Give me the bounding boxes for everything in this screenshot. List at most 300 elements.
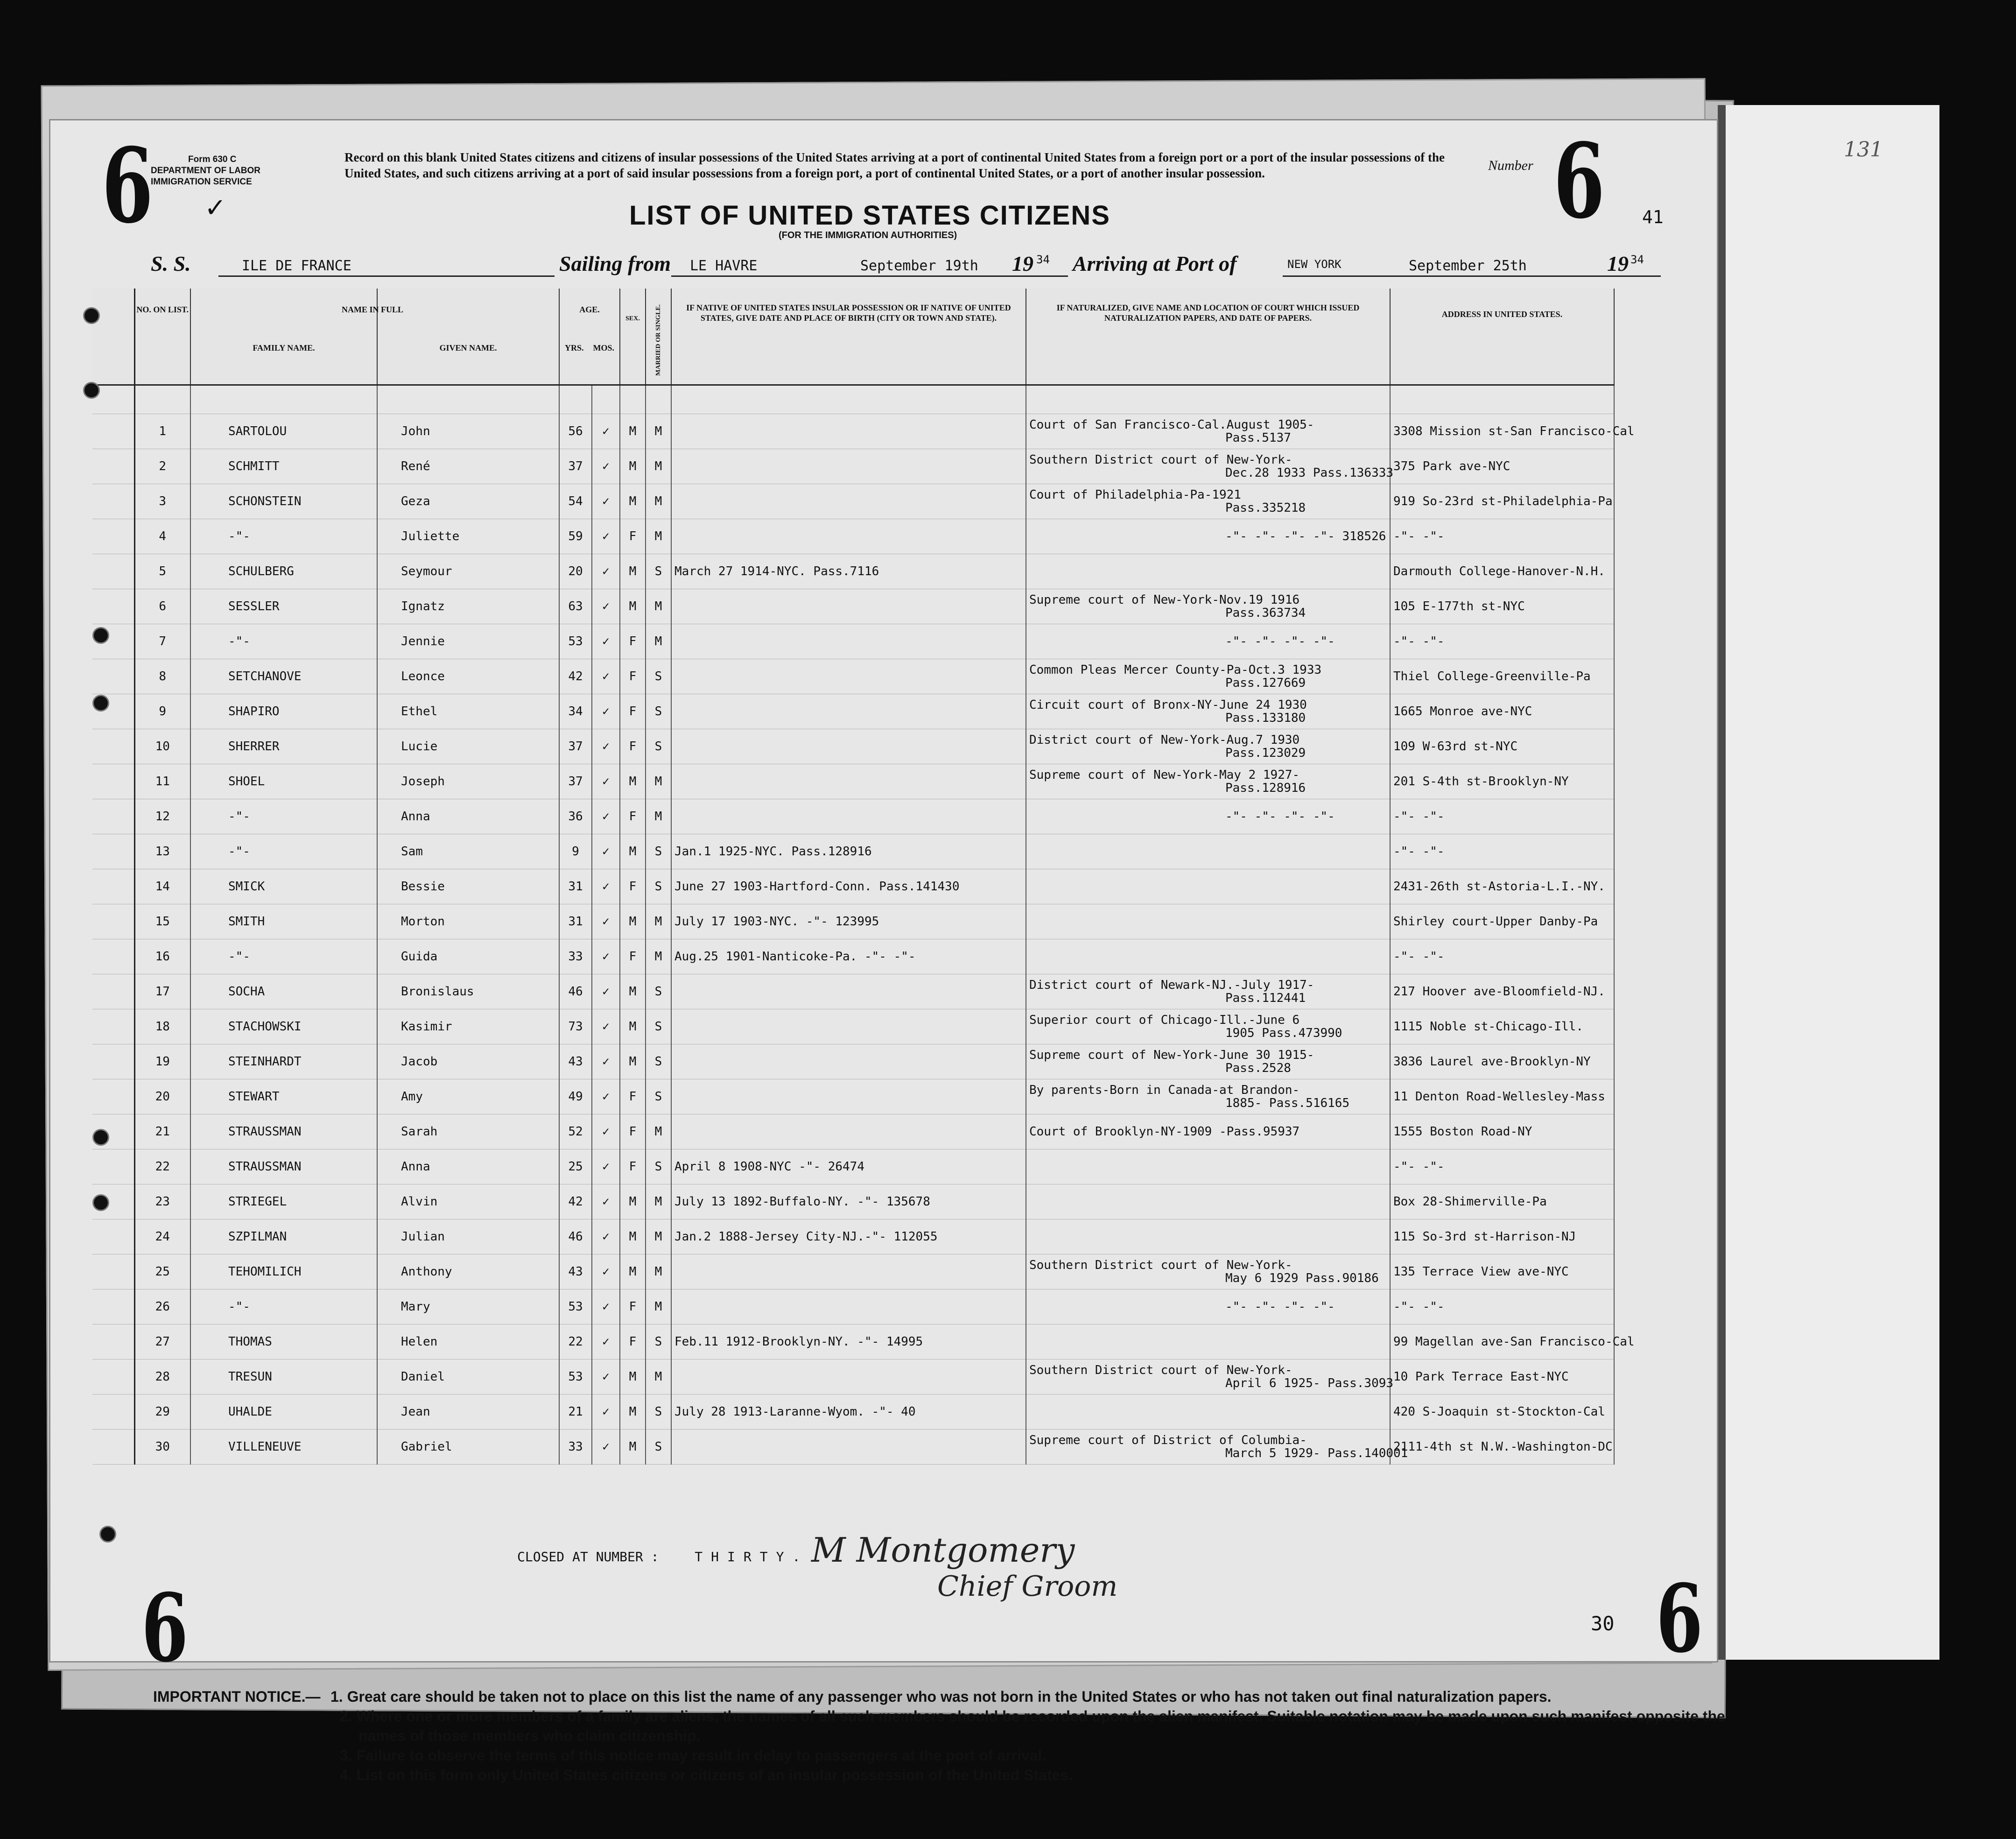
family-name: SCHONSTEIN — [190, 484, 377, 519]
court-line: Supreme court of District of Columbia- — [1029, 1433, 1307, 1447]
row-number: 29 — [134, 1395, 190, 1430]
naturalization-info — [1026, 764, 1390, 799]
col-header-age — [559, 289, 620, 385]
row-number: 18 — [134, 1009, 190, 1044]
sex-label: SEX. — [625, 315, 640, 322]
pass-line: Pass.5137 — [1225, 431, 1291, 445]
table-row — [92, 1289, 1614, 1325]
sex: M — [620, 1254, 646, 1289]
age-years: 63 — [559, 589, 592, 624]
naturalization-info — [1026, 1395, 1390, 1430]
marital-status: M — [646, 764, 671, 799]
birth-info: March 27 1914-NYC. Pass.7116 — [671, 554, 1026, 589]
age-months-check: ✓ — [592, 939, 620, 974]
given-name: René — [377, 449, 559, 484]
arrival-date: September 25th — [1409, 258, 1527, 274]
age-months-check: ✓ — [592, 1395, 620, 1430]
given-name-label: GIVEN NAME. — [439, 343, 497, 352]
table-row — [92, 939, 1614, 974]
service-name: IMMIGRATION SERVICE — [151, 177, 252, 187]
sail-year: 34 — [1036, 253, 1050, 266]
age-months-check: ✓ — [592, 1360, 620, 1395]
birth-info: July 13 1892-Buffalo-NY. -"- 135678 — [671, 1184, 1026, 1219]
age-months-check: ✓ — [592, 519, 620, 554]
pass-line: Pass.363734 — [1225, 606, 1306, 620]
sex: M — [620, 1360, 646, 1395]
page-stamp: 41 — [1642, 207, 1664, 227]
pass-line: -"- -"- -"- -"- — [1225, 810, 1335, 824]
birth-info — [671, 1009, 1026, 1044]
us-address: 1665 Monroe ave-NYC — [1390, 694, 1614, 729]
marital-status: M — [646, 449, 671, 484]
given-name: Gabriel — [377, 1430, 559, 1465]
blank-row — [92, 385, 1614, 414]
birth-info — [671, 1430, 1026, 1465]
given-name: Geza — [377, 484, 559, 519]
birth-info: Aug.25 1901-Nanticoke-Pa. -"- -"- — [671, 939, 1026, 974]
age-months-check: ✓ — [592, 1079, 620, 1114]
table-row — [92, 974, 1614, 1009]
birth-info — [671, 974, 1026, 1009]
instructions-text: Record on this blank United States citizens and citizens of insular possessions of the United States arriving at a port of continental United States from a foreign port or a port of the insular possessions of the United States, and such citizens arriving at a port of said insular possessions from a foreign port, a port of continental United States, or a port of another insular possession. — [344, 150, 1445, 180]
margin-cell — [92, 659, 134, 694]
naturalization-info — [1026, 484, 1390, 519]
given-name: Jacob — [377, 1044, 559, 1079]
number-label: Number — [1488, 158, 1533, 173]
age-months-check: ✓ — [592, 484, 620, 519]
ship-name: ILE DE FRANCE — [242, 258, 351, 274]
age-months-check: ✓ — [592, 1149, 620, 1184]
naturalization-info — [1026, 554, 1390, 589]
table-row — [92, 1114, 1614, 1149]
margin-cell — [92, 554, 134, 589]
given-name: Seymour — [377, 554, 559, 589]
margin-cell — [92, 869, 134, 904]
us-address: 135 Terrace View ave-NYC — [1390, 1254, 1614, 1289]
sail-date: September 19th — [860, 258, 978, 274]
row-number: 2 — [134, 449, 190, 484]
us-address: Darmouth College-Hanover-N.H. — [1390, 554, 1614, 589]
family-name: -"- — [190, 939, 377, 974]
margin-cell — [92, 764, 134, 799]
us-address: 217 Hoover ave-Bloomfield-NJ. — [1390, 974, 1614, 1009]
sex: F — [620, 939, 646, 974]
given-name: Leonce — [377, 659, 559, 694]
page-binding — [1719, 105, 1726, 1660]
table-row — [92, 1395, 1614, 1430]
age-months-check: ✓ — [592, 659, 620, 694]
pass-line: -"- -"- -"- -"- — [1225, 1300, 1335, 1314]
family-name: THOMAS — [190, 1325, 377, 1360]
table-row — [92, 729, 1614, 764]
court-line: Supreme court of New-York-May 2 1927- — [1029, 768, 1300, 782]
given-name: Kasimir — [377, 1009, 559, 1044]
given-name: Mary — [377, 1289, 559, 1325]
naturalization-info — [1026, 1009, 1390, 1044]
table-row — [92, 1430, 1614, 1465]
table-row — [92, 1079, 1614, 1114]
given-name: Joseph — [377, 764, 559, 799]
age-years: 43 — [559, 1044, 592, 1079]
given-name: Anna — [377, 799, 559, 834]
row-number: 1 — [134, 414, 190, 449]
sex: F — [620, 729, 646, 764]
family-name: STEINHARDT — [190, 1044, 377, 1079]
court-line: Southern District court of New-York- — [1029, 453, 1292, 467]
row-number: 10 — [134, 729, 190, 764]
table-row — [92, 1325, 1614, 1360]
court-line: Court of Brooklyn-NY-1909 -Pass.95937 — [1029, 1125, 1300, 1139]
us-address: 201 S-4th st-Brooklyn-NY — [1390, 764, 1614, 799]
us-address: 3308 Mission st-San Francisco-Cal — [1390, 414, 1614, 449]
family-name: TEHOMILICH — [190, 1254, 377, 1289]
citizen-list-table — [92, 289, 1635, 1521]
given-name: Anna — [377, 1149, 559, 1184]
birth-info — [671, 694, 1026, 729]
us-address: 115 So-3rd st-Harrison-NJ — [1390, 1219, 1614, 1254]
age-years: 53 — [559, 1289, 592, 1325]
age-years: 37 — [559, 729, 592, 764]
us-address: 375 Park ave-NYC — [1390, 449, 1614, 484]
margin-cell — [92, 589, 134, 624]
row-number: 28 — [134, 1360, 190, 1395]
age-months-check: ✓ — [592, 1325, 620, 1360]
age-label: AGE. — [579, 305, 600, 314]
naturalization-info — [1026, 1289, 1390, 1325]
binder-hole — [92, 1129, 109, 1146]
court-line: By parents-Born in Canada-at Brandon- — [1029, 1083, 1300, 1097]
pass-line: -"- -"- -"- -"- 318526 — [1225, 529, 1386, 543]
us-address: 420 S-Joaquin st-Stockton-Cal — [1390, 1395, 1614, 1430]
col-header-naturalized: IF NATURALIZED, GIVE NAME AND LOCATION OF COURT WHICH ISSUED NATURALIZATION PAPERS, AND DATE OF PAPERS. — [1026, 289, 1390, 385]
family-name: SHERRER — [190, 729, 377, 764]
notice-item: 4. List on this form only United States citizens or citizens of an insular possession of the United States. — [340, 1767, 1073, 1783]
birth-info — [671, 624, 1026, 659]
margin-cell — [92, 904, 134, 939]
court-line: Circuit court of Bronx-NY-June 24 1930 — [1029, 698, 1307, 712]
sex: M — [620, 484, 646, 519]
age-months-check: ✓ — [592, 869, 620, 904]
table-row — [92, 1009, 1614, 1044]
family-name: SETCHANOVE — [190, 659, 377, 694]
naturalization-info — [1026, 519, 1390, 554]
age-years: 53 — [559, 624, 592, 659]
marital-status: M — [646, 484, 671, 519]
age-years: 42 — [559, 1184, 592, 1219]
given-name: Amy — [377, 1079, 559, 1114]
age-months-check: ✓ — [592, 1289, 620, 1325]
age-years: 54 — [559, 484, 592, 519]
age-months-check: ✓ — [592, 1430, 620, 1465]
birth-info — [671, 414, 1026, 449]
form-number-footer-right: 6 — [1656, 1564, 1703, 1674]
pass-line: Pass.128916 — [1225, 781, 1306, 795]
table-row — [92, 1254, 1614, 1289]
sex: M — [620, 764, 646, 799]
age-months-check: ✓ — [592, 764, 620, 799]
row-number: 30 — [134, 1430, 190, 1465]
marital-status: S — [646, 694, 671, 729]
pass-line: May 6 1929 Pass.90186 — [1225, 1271, 1379, 1285]
naturalization-info — [1026, 1079, 1390, 1114]
table-row — [92, 1219, 1614, 1254]
col-header-birth: IF NATIVE OF UNITED STATES INSULAR POSSESSION OR IF NATIVE OF UNITED STATES, GIVE DATE AND PLACE OF BIRTH (CITY OR TOWN AND STATE). — [671, 289, 1026, 385]
arriving-label: Arriving at Port of — [1073, 252, 1237, 275]
pass-line: April 6 1925- Pass.3093 — [1225, 1376, 1394, 1390]
margin-cell — [92, 1325, 134, 1360]
sex: M — [620, 974, 646, 1009]
marital-status: S — [646, 1395, 671, 1430]
marital-status: S — [646, 659, 671, 694]
given-name: Jennie — [377, 624, 559, 659]
table-row — [92, 519, 1614, 554]
naturalization-info — [1026, 904, 1390, 939]
ss-label: S. S. — [151, 252, 191, 275]
marital-status: S — [646, 1430, 671, 1465]
us-address: -"- -"- — [1390, 939, 1614, 974]
arrival-year: 34 — [1630, 253, 1644, 266]
marital-status: M — [646, 1254, 671, 1289]
closing-stamp: 30 — [1591, 1612, 1615, 1635]
us-address: -"- -"- — [1390, 1289, 1614, 1325]
us-address: 99 Magellan ave-San Francisco-Cal — [1390, 1325, 1614, 1360]
table-row — [92, 834, 1614, 869]
row-number: 12 — [134, 799, 190, 834]
marital-status: S — [646, 729, 671, 764]
marital-status: S — [646, 1079, 671, 1114]
age-years: 73 — [559, 1009, 592, 1044]
court-line: Court of San Francisco-Cal.August 1905- — [1029, 418, 1314, 432]
col-header-family — [190, 289, 403, 385]
margin-cell — [92, 1289, 134, 1325]
naturalization-info — [1026, 1254, 1390, 1289]
family-name: UHALDE — [190, 1395, 377, 1430]
yrs-label: YRS. — [564, 343, 584, 352]
table-row — [92, 659, 1614, 694]
sex: M — [620, 1184, 646, 1219]
row-number: 27 — [134, 1325, 190, 1360]
family-name: SHAPIRO — [190, 694, 377, 729]
sex: F — [620, 519, 646, 554]
us-address: -"- -"- — [1390, 519, 1614, 554]
naturalization-info — [1026, 834, 1390, 869]
family-name: VILLENEUVE — [190, 1430, 377, 1465]
marital-status: M — [646, 1219, 671, 1254]
age-years: 49 — [559, 1079, 592, 1114]
table-row — [92, 484, 1614, 519]
age-months-check: ✓ — [592, 624, 620, 659]
court-line: Superior court of Chicago-Ill.-June 6 — [1029, 1013, 1300, 1027]
col-header-married — [646, 289, 671, 385]
sex: F — [620, 1289, 646, 1325]
court-line: Common Pleas Mercer County-Pa-Oct.3 1933 — [1029, 663, 1322, 677]
age-years: 21 — [559, 1395, 592, 1430]
page-subtitle: (FOR THE IMMIGRATION AUTHORITIES) — [779, 230, 957, 240]
age-years: 31 — [559, 869, 592, 904]
binder-hole — [92, 627, 109, 644]
us-address: Thiel College-Greenville-Pa — [1390, 659, 1614, 694]
margin-cell — [92, 834, 134, 869]
given-name: Bronislaus — [377, 974, 559, 1009]
family-name: STACHOWSKI — [190, 1009, 377, 1044]
margin-cell — [92, 484, 134, 519]
given-name: John — [377, 414, 559, 449]
family-name: -"- — [190, 834, 377, 869]
marital-status: S — [646, 974, 671, 1009]
binder-hole — [92, 1194, 109, 1211]
marital-status: M — [646, 624, 671, 659]
table-row — [92, 414, 1614, 449]
given-name: Bessie — [377, 869, 559, 904]
age-years: 37 — [559, 449, 592, 484]
sex: F — [620, 659, 646, 694]
family-name: SMITH — [190, 904, 377, 939]
naturalization-info — [1026, 1044, 1390, 1079]
margin-cell — [92, 1395, 134, 1430]
age-years: 33 — [559, 939, 592, 974]
family-name: SCHULBERG — [190, 554, 377, 589]
birth-info: Jan.2 1888-Jersey City-NJ.-"- 112055 — [671, 1219, 1026, 1254]
table-row — [92, 449, 1614, 484]
age-months-check: ✓ — [592, 449, 620, 484]
row-number: 17 — [134, 974, 190, 1009]
margin-col-header — [92, 289, 134, 385]
naturalization-info — [1026, 1219, 1390, 1254]
us-address: -"- -"- — [1390, 624, 1614, 659]
marital-status: M — [646, 589, 671, 624]
age-months-check: ✓ — [592, 1219, 620, 1254]
name-in-full-label: NAME IN FULL — [341, 305, 403, 314]
age-months-check: ✓ — [592, 729, 620, 764]
court-line: Court of Philadelphia-Pa-1921 — [1029, 488, 1241, 502]
given-name: Guida — [377, 939, 559, 974]
us-address: 1555 Boston Road-NY — [1390, 1114, 1614, 1149]
marital-status: M — [646, 904, 671, 939]
family-name: STRIEGEL — [190, 1184, 377, 1219]
court-line: Supreme court of New-York-Nov.19 1916 — [1029, 593, 1300, 607]
family-name: SCHMITT — [190, 449, 377, 484]
family-name: -"- — [190, 519, 377, 554]
sex: M — [620, 449, 646, 484]
family-name: SOCHA — [190, 974, 377, 1009]
page-number-handwritten: 131 — [1844, 138, 1883, 162]
age-months-check: ✓ — [592, 554, 620, 589]
sail-year-prefix: 19 — [1012, 252, 1033, 275]
birth-info: Feb.11 1912-Brooklyn-NY. -"- 14995 — [671, 1325, 1026, 1360]
table-row — [92, 764, 1614, 799]
us-address: 2111-4th st N.W.-Washington-DC — [1390, 1430, 1614, 1465]
adjacent-page — [1718, 105, 1939, 1660]
row-number: 26 — [134, 1289, 190, 1325]
marital-status: M — [646, 799, 671, 834]
naturalization-info — [1026, 694, 1390, 729]
binder-hole — [92, 695, 109, 712]
table-row — [92, 1184, 1614, 1219]
birth-info — [671, 1360, 1026, 1395]
table-row — [92, 694, 1614, 729]
given-name: Alvin — [377, 1184, 559, 1219]
us-address: 1115 Noble st-Chicago-Ill. — [1390, 1009, 1614, 1044]
margin-cell — [92, 939, 134, 974]
col-header-given — [377, 289, 559, 385]
age-months-check: ✓ — [592, 1254, 620, 1289]
binder-hole — [99, 1526, 116, 1543]
family-name: STRAUSSMAN — [190, 1149, 377, 1184]
birth-info — [671, 484, 1026, 519]
form-number-footer-left: 6 — [141, 1573, 189, 1683]
age-years: 33 — [559, 1430, 592, 1465]
court-line: District court of New-York-Aug.7 1930 — [1029, 733, 1300, 747]
birth-info: June 27 1903-Hartford-Conn. Pass.141430 — [671, 869, 1026, 904]
row-number: 25 — [134, 1254, 190, 1289]
age-years: 22 — [559, 1325, 592, 1360]
manifest-page — [49, 119, 1725, 1783]
us-address: 105 E-177th st-NYC — [1390, 589, 1614, 624]
pass-line: Pass.133180 — [1225, 711, 1306, 725]
family-name-label: FAMILY NAME. — [253, 343, 315, 352]
port-from: LE HAVRE — [690, 258, 758, 274]
naturalization-info — [1026, 1149, 1390, 1184]
naturalization-info — [1026, 939, 1390, 974]
row-number: 9 — [134, 694, 190, 729]
birth-info — [671, 1289, 1026, 1325]
birth-info: April 8 1908-NYC -"- 26474 — [671, 1149, 1026, 1184]
age-months-check: ✓ — [592, 1184, 620, 1219]
pass-line: -"- -"- -"- -"- — [1225, 634, 1335, 648]
birth-info — [671, 1114, 1026, 1149]
row-number: 6 — [134, 589, 190, 624]
margin-cell — [92, 1430, 134, 1465]
us-address: 2431-26th st-Astoria-L.I.-NY. — [1390, 869, 1614, 904]
row-number: 11 — [134, 764, 190, 799]
form-code: Form 630 C — [188, 155, 237, 164]
age-months-check: ✓ — [592, 904, 620, 939]
given-name: Juliette — [377, 519, 559, 554]
mos-label: MOS. — [593, 343, 614, 352]
court-line: Southern District court of New-York- — [1029, 1258, 1292, 1272]
given-name: Helen — [377, 1325, 559, 1360]
given-name: Julian — [377, 1219, 559, 1254]
family-name: -"- — [190, 799, 377, 834]
us-address: Box 28-Shimerville-Pa — [1390, 1184, 1614, 1219]
table-row — [92, 1360, 1614, 1395]
age-months-check: ✓ — [592, 1044, 620, 1079]
form-number-right: 6 — [1553, 120, 1605, 241]
age-years: 42 — [559, 659, 592, 694]
birth-info: Jan.1 1925-NYC. Pass.128916 — [671, 834, 1026, 869]
naturalization-info — [1026, 1325, 1390, 1360]
age-years: 53 — [559, 1360, 592, 1395]
sex: M — [620, 414, 646, 449]
birth-info — [671, 799, 1026, 834]
birth-info — [671, 1044, 1026, 1079]
age-years: 9 — [559, 834, 592, 869]
closed-at-label: CLOSED AT NUMBER : — [517, 1549, 659, 1564]
col-header-sex — [620, 289, 646, 385]
age-months-check: ✓ — [592, 414, 620, 449]
sex: M — [620, 1219, 646, 1254]
form-identifier — [151, 154, 260, 188]
given-name: Morton — [377, 904, 559, 939]
us-address: -"- -"- — [1390, 834, 1614, 869]
binder-hole — [83, 307, 100, 324]
marital-status: M — [646, 939, 671, 974]
age-months-check: ✓ — [592, 974, 620, 1009]
sailing-label: Sailing from — [559, 252, 671, 275]
notice-item: 2. Where one or more members of a family are aliens, the names of all such members should be recorded upon the alien manifest. Suitable notation may be made upon such manifest opposite the names of those members who claim citizenship. — [340, 1708, 1725, 1744]
family-name: SHOEL — [190, 764, 377, 799]
margin-cell — [92, 1079, 134, 1114]
